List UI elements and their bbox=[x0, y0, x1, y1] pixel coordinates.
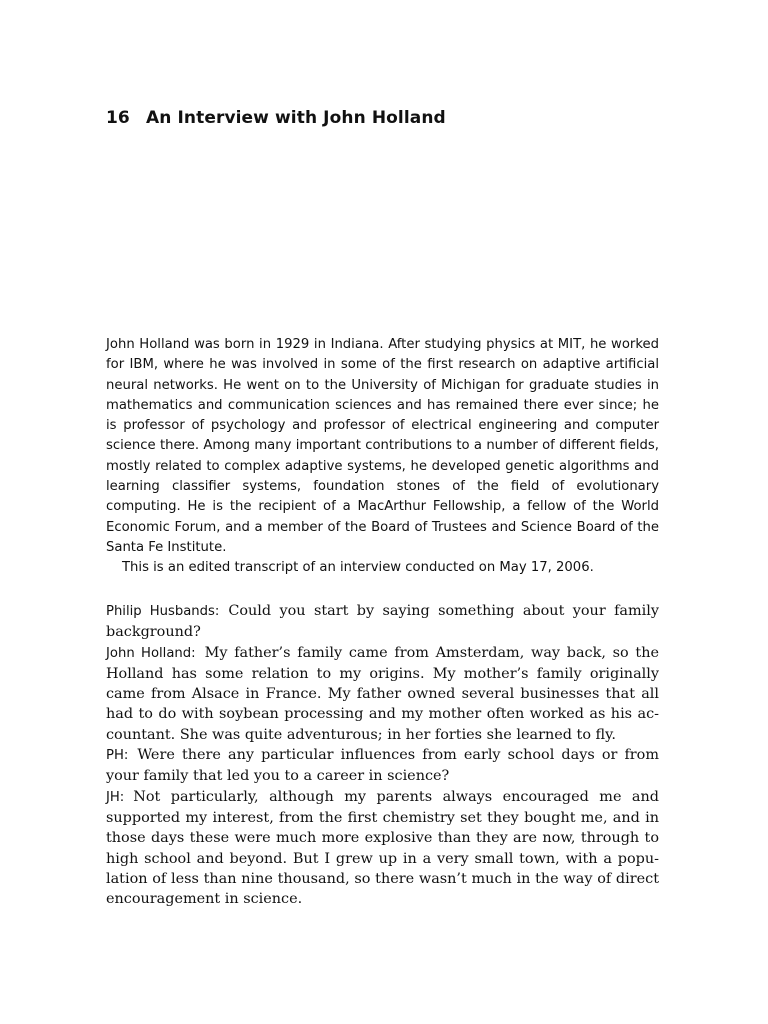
turn-text: My father’s family came from Amsterdam, way back, so the Holland has some relation to my origins. My mother’s family originally came from Alsace in France. My father owned several businesses that all had to do with soybean processing and my mother often worked as his accountant. She was quite adventurous; in her forties she learned to fly. bbox=[106, 644, 659, 743]
chapter-title: An Interview with John Holland bbox=[146, 108, 446, 128]
transcript-note: This is an edited transcript of an interview conducted on May 17, 2006. bbox=[122, 560, 594, 576]
speaker-label: PH: bbox=[106, 748, 129, 764]
speaker-label: JH: bbox=[106, 789, 125, 805]
biography-paragraph: John Holland was born in 1929 in Indiana. After studying physics at MIT, he worked for IBM, where he was involved in some of the first research on adaptive artificial neural networks. He went on to the University of Michigan for graduate studies in mathematics and communication sciences and has remained there ever since; he is professor of psychology and professor of electrical engineering and computer science there. Among many important contributions to a number of different fields, mostly related to complex adaptive systems, he developed genetic algorithms and learning classifier systems, foundation stones of the field of evolutionary computing. He is the recipient of a MacArthur Fellowship, a fellow of the World Economic Forum, and a member of the Board of Trustees and Science Board of the Santa Fe Institute. bbox=[106, 337, 659, 555]
turn-text: Were there any particular influences from early school days or from your family that led you to a career in science? bbox=[106, 747, 659, 785]
transcript-turn bbox=[106, 643, 659, 745]
transcript-turn bbox=[106, 787, 659, 910]
chapter-heading bbox=[106, 108, 666, 128]
transcript-turn bbox=[106, 601, 659, 643]
speaker-label: Philip Husbands: bbox=[106, 604, 220, 619]
speaker-label: John Holland: bbox=[106, 645, 196, 661]
chapter-introduction bbox=[106, 335, 659, 579]
turn-text: Not particularly, although my parents always encouraged me and supported my interest, from the first chemistry set they bought me, and in those days these were much more explosive than they are now, through to high school and beyond. But I grew up in a very small town, with a population of less than nine thousand, so there wasn’t much in the way of direct encouragement in science. bbox=[106, 788, 659, 908]
chapter-number: 16 bbox=[106, 108, 130, 128]
interview-transcript bbox=[106, 601, 659, 909]
transcript-turn bbox=[106, 745, 659, 787]
turn-text: Could you start by saying something about your family background? bbox=[106, 603, 659, 641]
